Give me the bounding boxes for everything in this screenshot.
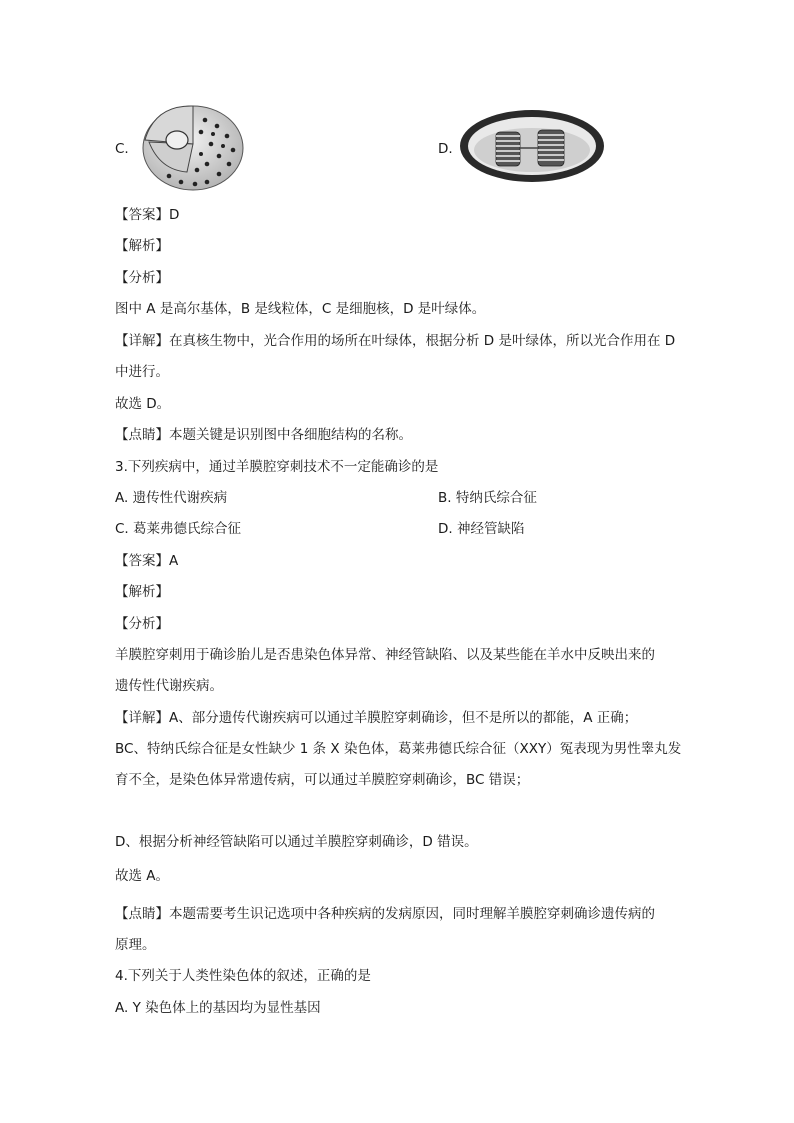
q2-answer: 【答案】D bbox=[115, 207, 180, 223]
q2-fenxi-heading: 【分析】 bbox=[115, 270, 169, 286]
q2-detail-line1: 【详解】在真核生物中，光合作用的场所在叶绿体，根据分析 D 是叶绿体，所以光合作用在 D bbox=[115, 333, 676, 349]
nucleus-figure bbox=[135, 100, 247, 196]
q3-detail-line2: BC、特纳氏综合征是女性缺少 1 条 X 染色体，葛莱弗德氏综合征（XXY）冤表现为男性睾丸发 bbox=[115, 741, 682, 757]
nucleus-icon bbox=[135, 100, 247, 192]
option-d-label: D. bbox=[438, 141, 453, 157]
q3-fenxi-line2: 遗传性代谢疾病。 bbox=[115, 678, 223, 694]
q3-comment-line2: 原理。 bbox=[115, 937, 156, 953]
q3-stem: 3.下列疾病中，通过羊膜腔穿刺技术不一定能确诊的是 bbox=[115, 459, 439, 475]
q3-analysis-heading: 【解析】 bbox=[115, 584, 169, 600]
q3-answer: 【答案】A bbox=[115, 553, 179, 569]
q3-option-b: B. 特纳氏综合征 bbox=[438, 490, 537, 506]
q4-stem: 4.下列关于人类性染色体的叙述，正确的是 bbox=[115, 968, 371, 984]
q3-comment-line1: 【点睛】本题需要考生识记选项中各种疾病的发病原因，同时理解羊膜腔穿刺确诊遗传病的 bbox=[115, 906, 655, 922]
q2-analysis-heading: 【解析】 bbox=[115, 238, 169, 254]
option-c-label: C. bbox=[115, 141, 129, 157]
q4-option-a: A. Y 染色体上的基因均为显性基因 bbox=[115, 1000, 321, 1016]
q3-option-c: C. 葛莱弗德氏综合征 bbox=[115, 521, 242, 537]
chloroplast-figure bbox=[458, 108, 606, 188]
q3-option-d: D. 神经管缺陷 bbox=[438, 521, 525, 537]
q3-option-a: A. 遗传性代谢疾病 bbox=[115, 490, 228, 506]
q2-detail-line2: 中进行。 bbox=[115, 364, 169, 380]
q3-detail-line1: 【详解】A、部分遗传代谢疾病可以通过羊膜腔穿刺确诊，但不是所以的都能，A 正确； bbox=[115, 710, 638, 726]
q2-fenxi-text: 图中 A 是高尔基体，B 是线粒体，C 是细胞核，D 是叶绿体。 bbox=[115, 301, 486, 317]
chloroplast-icon bbox=[458, 108, 606, 184]
q2-comment: 【点睛】本题关键是识别图中各细胞结构的名称。 bbox=[115, 427, 412, 443]
q3-fenxi-line1: 羊膜腔穿刺用于确诊胎儿是否患染色体异常、神经管缺陷、以及某些能在羊水中反映出来的 bbox=[115, 647, 655, 663]
q3-detail-line3: 育不全，是染色体异常遗传病，可以通过羊膜腔穿刺确诊，BC 错误； bbox=[115, 772, 530, 788]
q3-detail-line4: D、根据分析神经管缺陷可以通过羊膜腔穿刺确诊，D 错误。 bbox=[115, 834, 478, 850]
q3-fenxi-heading: 【分析】 bbox=[115, 616, 169, 632]
q2-choose: 故选 D。 bbox=[115, 396, 171, 412]
q3-choose: 故选 A。 bbox=[115, 868, 170, 884]
